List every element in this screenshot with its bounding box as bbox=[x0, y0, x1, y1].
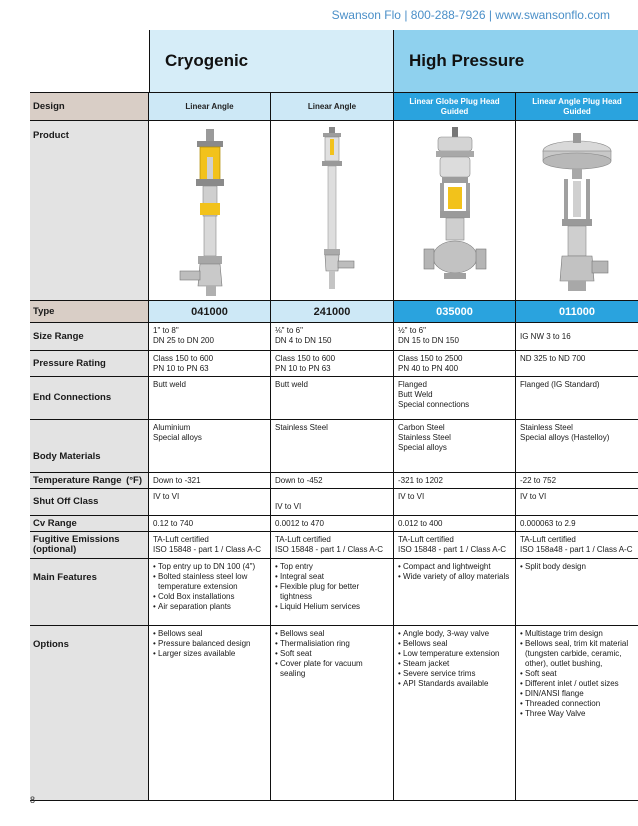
temperature-label: Temperature Range bbox=[33, 474, 122, 486]
list-item: • Low temperature extension bbox=[398, 649, 511, 659]
row-label bbox=[30, 473, 149, 488]
row-label: Cv Range bbox=[30, 516, 149, 531]
options-cell bbox=[394, 626, 516, 800]
row-cv-range bbox=[30, 516, 638, 532]
shut-off-cell: IV to VI bbox=[520, 492, 547, 501]
list-item: • Compact and lightweight bbox=[398, 562, 511, 572]
design-cell: Linear Angle Plug Head Guided bbox=[516, 93, 638, 120]
product-image-globe-valve bbox=[394, 121, 516, 300]
row-label: End Connections bbox=[30, 377, 149, 419]
body-materials-cell: Stainless Steel bbox=[271, 420, 394, 472]
pressure-rating-cell: Class 150 to 2500 PN 40 to PN 400 bbox=[394, 351, 516, 376]
row-fugitive-emissions bbox=[30, 532, 638, 559]
product-image-cryogenic-angle-valve bbox=[149, 121, 271, 300]
shut-off-cell: IV to VI bbox=[149, 489, 271, 515]
list-item: • Threaded connection bbox=[520, 699, 634, 709]
design-cell: Linear Angle bbox=[271, 93, 394, 120]
row-design bbox=[30, 93, 638, 121]
row-label: Shut Off Class bbox=[30, 489, 149, 515]
list-item: • Flexible plug for better tightness bbox=[275, 582, 389, 602]
cv-range-cell: 0.0012 to 470 bbox=[271, 516, 394, 531]
temperature-cell: Down to -452 bbox=[271, 473, 394, 488]
list-item: • DIN/ANSI flange bbox=[520, 689, 634, 699]
row-body-materials bbox=[30, 420, 638, 473]
cv-range-cell: 0.12 to 740 bbox=[149, 516, 271, 531]
list-item: • Three Way Valve bbox=[520, 709, 634, 719]
row-label: Pressure Rating bbox=[30, 351, 149, 376]
end-connections-cell: Flanged (IG Standard) bbox=[520, 380, 600, 389]
list-item: • Bolted stainless steel low temperature extension bbox=[153, 572, 266, 592]
shut-off-cell: IV to VI bbox=[271, 489, 394, 515]
shut-off-cell: IV to VI bbox=[394, 489, 516, 515]
main-features-cell bbox=[516, 559, 638, 625]
list-item: • API Standards available bbox=[398, 679, 511, 689]
size-range-cell: IG NW 3 to 16 bbox=[520, 331, 571, 341]
list-item: • Cold Box installations bbox=[153, 592, 266, 602]
main-features-cell bbox=[271, 559, 394, 625]
fugitive-cell: TA-Luft certified ISO 15848 - part 1 / Class A-C bbox=[149, 532, 271, 558]
fugitive-cell: TA-Luft certified ISO 15848 - part 1 / Class A-C bbox=[394, 532, 516, 558]
cv-range-cell: 0.000063 to 2.9 bbox=[520, 519, 576, 528]
type-cell: 011000 bbox=[516, 301, 638, 322]
pressure-rating-cell: ND 325 to ND 700 bbox=[520, 354, 586, 363]
list-item: • Integral seat bbox=[275, 572, 389, 582]
row-label: Design bbox=[30, 93, 149, 120]
row-label: Options bbox=[30, 626, 149, 800]
size-range-cell: ⅛" to 6" DN 4 to DN 150 bbox=[271, 323, 394, 350]
type-cell: 041000 bbox=[149, 301, 271, 322]
list-item: • Multistage trim design bbox=[520, 629, 634, 639]
options-cell bbox=[516, 626, 638, 800]
row-label: Fugitive Emissions (optional) bbox=[30, 532, 149, 558]
fugitive-cell: TA-Luft certified ISO 15848 - part 1 / Class A-C bbox=[271, 532, 394, 558]
list-item: • Split body design bbox=[520, 562, 634, 572]
list-item: • Bellows seal bbox=[153, 629, 266, 639]
list-item: • Bellows seal, trim kit material (tungsten carbide, ceramic, other), outlet bushing, bbox=[520, 639, 634, 669]
size-range-cell: 1" to 8" DN 25 to DN 200 bbox=[149, 323, 271, 350]
type-cell: 241000 bbox=[271, 301, 394, 322]
list-item: • Top entry bbox=[275, 562, 389, 572]
header-contact: Swanson Flo | 800-288-7926 | www.swansonflo.com bbox=[331, 8, 610, 22]
cv-range-cell: 0.012 to 400 bbox=[394, 516, 516, 531]
row-label: Body Materials bbox=[30, 420, 149, 472]
row-options bbox=[30, 626, 638, 801]
row-end-connections bbox=[30, 377, 638, 420]
row-label: Main Features bbox=[30, 559, 149, 625]
body-materials-cell: Stainless Steel Special alloys (Hastelloy) bbox=[520, 423, 610, 442]
list-item: • Soft seat bbox=[275, 649, 389, 659]
body-materials-cell: Carbon Steel Stainless Steel Special alloys bbox=[394, 420, 516, 472]
list-item: • Wide variety of alloy materials bbox=[398, 572, 511, 582]
list-item: • Top entry up to DN 100 (4") bbox=[153, 562, 266, 572]
size-range-cell: ½" to 6" DN 15 to DN 150 bbox=[394, 323, 516, 350]
type-cell: 035000 bbox=[394, 301, 516, 322]
list-item: • Steam jacket bbox=[398, 659, 511, 669]
product-image-angle-valve-diaphragm bbox=[516, 121, 638, 300]
row-label: Product bbox=[30, 121, 149, 300]
main-features-cell bbox=[394, 559, 516, 625]
end-connections-cell: Flanged Butt Weld Special connections bbox=[394, 377, 516, 419]
list-item: • Cover plate for vacuum sealing bbox=[275, 659, 389, 679]
list-item: • Angle body, 3-way valve bbox=[398, 629, 511, 639]
list-item: • Severe service trims bbox=[398, 669, 511, 679]
options-cell bbox=[271, 626, 394, 800]
list-item: • Soft seat bbox=[520, 669, 634, 679]
column-title-high-pressure: High Pressure bbox=[394, 30, 638, 92]
list-item: • Thermalisiation ring bbox=[275, 639, 389, 649]
temperature-cell: -321 to 1202 bbox=[394, 473, 516, 488]
row-main-features bbox=[30, 559, 638, 626]
fugitive-cell: TA-Luft certified ISO 158a48 - part 1 / Class A-C bbox=[520, 535, 633, 554]
pressure-rating-cell: Class 150 to 600 PN 10 to PN 63 bbox=[271, 351, 394, 376]
product-image-cryogenic-long-stem-valve bbox=[271, 121, 394, 300]
row-product bbox=[30, 121, 638, 301]
list-item: • Larger sizes available bbox=[153, 649, 266, 659]
list-item: • Liquid Helium services bbox=[275, 602, 389, 612]
page-number: 8 bbox=[30, 795, 36, 805]
list-item: • Different inlet / outlet sizes bbox=[520, 679, 634, 689]
row-temperature-range bbox=[30, 473, 638, 489]
list-item: • Air separation plants bbox=[153, 602, 266, 612]
row-type bbox=[30, 301, 638, 323]
end-connections-cell: Butt weld bbox=[149, 377, 271, 419]
pressure-rating-cell: Class 150 to 600 PN 10 to PN 63 bbox=[149, 351, 271, 376]
list-item: • Pressure balanced design bbox=[153, 639, 266, 649]
row-pressure-rating bbox=[30, 351, 638, 377]
spec-table bbox=[30, 92, 638, 801]
design-cell: Linear Globe Plug Head Guided bbox=[394, 93, 516, 120]
temperature-unit: (°F) bbox=[126, 474, 142, 486]
list-item: • Bellows seal bbox=[398, 639, 511, 649]
row-label: Size Range bbox=[30, 323, 149, 350]
main-features-cell bbox=[149, 559, 271, 625]
end-connections-cell: Butt weld bbox=[271, 377, 394, 419]
options-cell bbox=[149, 626, 271, 800]
row-label: Type bbox=[30, 301, 149, 322]
body-materials-cell: Aluminium Special alloys bbox=[149, 420, 271, 472]
row-shut-off-class bbox=[30, 489, 638, 516]
column-title-cryogenic: Cryogenic bbox=[149, 30, 394, 92]
temperature-cell: Down to -321 bbox=[149, 473, 271, 488]
design-cell: Linear Angle bbox=[149, 93, 271, 120]
list-item: • Bellows seal bbox=[275, 629, 389, 639]
row-size-range bbox=[30, 323, 638, 351]
temperature-cell: -22 to 752 bbox=[520, 476, 557, 485]
